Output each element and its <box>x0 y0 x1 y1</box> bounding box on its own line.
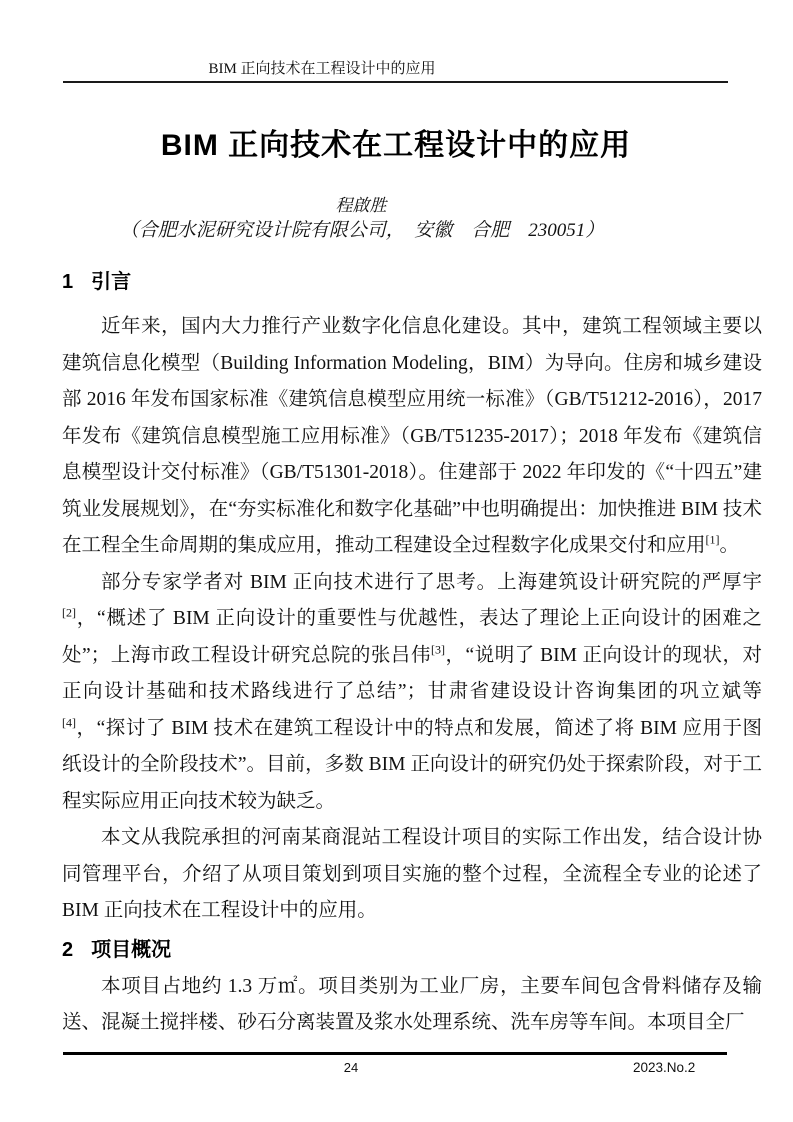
header-rule <box>63 81 728 83</box>
footer-rule <box>63 1052 727 1055</box>
section-title: 引言 <box>91 271 132 293</box>
paragraph: 本文从我院承担的河南某商混站工程设计项目的实际工作出发，结合设计协同管理平台，介绍了从项目策划到项目实施的整个过程，全流程全专业的论述了 BIM 正向技术在工程设计中的应用。 <box>62 827 762 921</box>
section-heading-project-overview <box>62 936 762 964</box>
paragraph: 本项目占地约 1.3 万㎡。项目类别为工业厂房，主要车间包含骨料储存及输送、混凝土搅拌楼、砂石分离装置及浆水处理系统、洗车房等车间。本项目全厂 <box>62 975 762 1033</box>
running-title: BIM 正向技术在工程设计中的应用 <box>208 61 436 77</box>
page-number: 24 <box>343 1060 359 1075</box>
section-heading-introduction <box>62 268 762 296</box>
issue-number: 2023.No.2 <box>633 1060 696 1075</box>
section-number: 2 <box>62 938 74 961</box>
section-title: 项目概况 <box>91 938 172 961</box>
section-number: 1 <box>62 271 74 293</box>
paper-title: BIM 正向技术在工程设计中的应用 <box>160 129 632 162</box>
paragraph: 部分专家学者对 BIM 正向技术进行了思考。上海建筑设计研究院的严厚宇[2]，“概述了 BIM 正向设计的重要性与优越性，表达了理论上正向设计的困难之处”；上海市政工程设计研究总院的张吕伟[3]，“说明了 BIM 正向设计的现状，对正向设计基础和技术路线进行了总结”；甘肃省建设设计咨询集团的巩立斌等[4]，“探讨了 BIM 技术在建筑工程设计中的特点和发展，简述了将 BIM 应用于图纸设计的全阶段技术”。目前，多数 BIM 正向设计的研究仍处于探索阶段，对于工程实际应用正向技术较为缺乏。 <box>62 571 762 812</box>
body-content <box>62 268 762 1050</box>
author-affiliation: （合肥水泥研究设计院有限公司， 安徽 合肥 230051） <box>119 220 605 241</box>
paragraph: 近年来，国内大力推行产业数字化信息化建设。其中，建筑工程领域主要以建筑信息化模型（Building Information Modeling，BIM）为导向。住房和城乡建设部 2016 年发布国家标准《建筑信息模型应用统一标准》（GB/T51212-2016），2017 年发布《建筑信息模型施工应用标准》（GB/T51235-2017）；2018 年发布《建筑信息模型设计交付标准》（GB/T51301-2018）。住建部于 2022 年印发的《“十四五”建筑业发展规划》，在“夯实标准化和数字化基础”中也明确提出：加快推进 BIM 技术在工程全生命周期的集成应用，推动工程建设全过程数字化成果交付和应用[1]。 <box>62 316 762 556</box>
author-name: 程啟胜 <box>335 196 387 215</box>
